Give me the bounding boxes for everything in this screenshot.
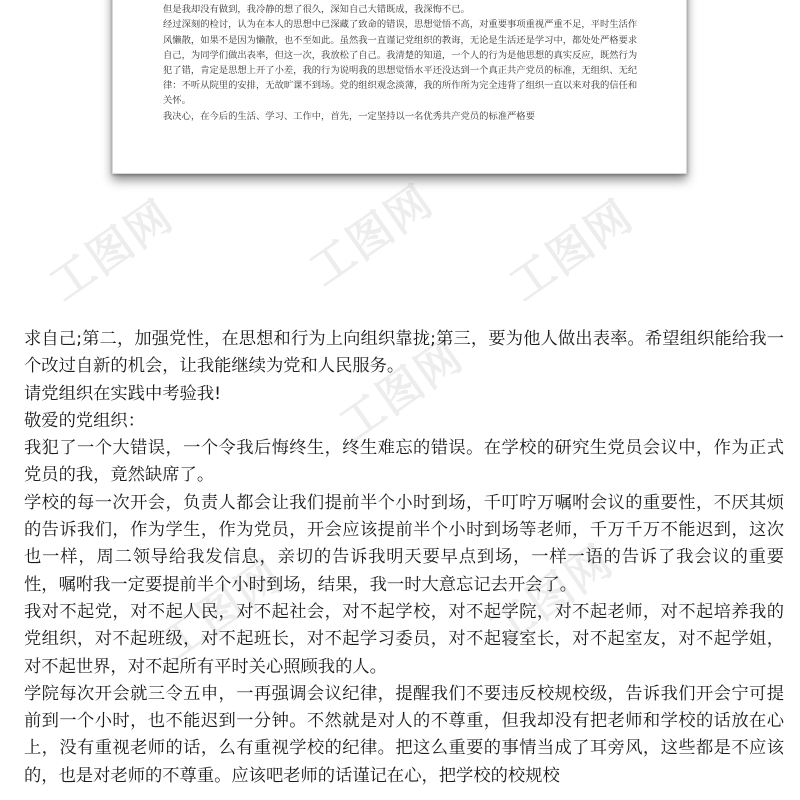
body-paragraph: 学校的每一次开会，负责人都会让我们提前半个小时到场，千叮咛万嘱咐会议的重要性，不厌其烦的告诉我们，作为学生，作为党员，开会应该提前半个小时到场等老师，千万千万不能迟到，这次也一样，周二领导给我发信息，亲切的告诉我明天要早点到场，一样一语的告诉了我会议的重要性，嘱咐我一定要提前半个小时到场，结果，我一时大意忘记去开会了。 (24, 492, 784, 595)
body-paragraph: 请党组织在实践中考验我! (24, 383, 222, 404)
body-paragraph: 我犯了一个大错误，一个令我后悔终生，终生难忘的错误。在学校的研究生党员会议中，作为正式党员的我，竟然缺席了。 (24, 438, 784, 486)
document-preview-page (112, 0, 687, 174)
watermark: 工图网 (480, 535, 623, 657)
watermark: 工图网 (500, 190, 643, 312)
salutation: 敬爱的党组织： (24, 410, 145, 431)
document-preview-text (163, 0, 638, 124)
body-paragraph: 求自己;第二，加强党性，在思想和行为上向组织靠拢;第三，要为他人做出表率。希望组织能给我一个改过自新的机会，让我能继续为党和人民服务。 (24, 329, 784, 377)
preview-line: 但是我却没有做到，我冷静的想了很久，深知自己大错既成，我深悔不已。 (163, 4, 470, 16)
preview-line: 我决心，在今后的生活、学习、工作中，首先，一定坚持以一名优秀共产党员的标准严格要 (163, 110, 535, 122)
watermark: 工图网 (150, 550, 293, 672)
watermark: 工图网 (300, 175, 443, 297)
body-paragraph: 我对不起党，对不起人民，对不起社会，对不起学校，对不起学院，对不起老师，对不起培养我的党组织，对不起班级，对不起班长，对不起学习委员，对不起寝室长，对不起室友，对不起学姐，对不起世界，对不起所有平时关心照顾我的人。 (24, 601, 784, 677)
preview-line: 经过深刻的检讨，认为在本人的思想中已深藏了致命的错误，思想觉悟不高，对重要事项重视严重不足，平时生活作风懒散，如果不是因为懒散，也不至如此。虽然我一直谨记党组织的教诲，无论是生活还是学习中，都处处严格要求自己，为同学们做出表率，但这一次，我放松了自己。我清楚的知道，一个人的行为是他思想的真实反应，既然行为犯了错，肯定是思想上开了小差，我的行为说明我的思想觉悟水平还没达到一个真正共产党员的标准，无组织、无纪律：不听从院里的安排，无故旷课不到场。党的组织观念淡薄，我的所作所为完全违背了组织一直以来对我的信任和关怀。 (163, 19, 638, 107)
document-body (24, 326, 784, 790)
watermark: 工图网 (330, 330, 473, 452)
body-paragraph: 学院每次开会就三令五申，一再强调会议纪律，提醒我们不要违反校规校级，告诉我们开会宁可提前到一个小时，也不能迟到一分钟。不然就是对人的不尊重，但我却没有把老师和学校的话放在心上，没有重视老师的话，么有重视学校的纪律。把这么重要的事情当成了耳旁风，这些都是不应该的，也是对老师的不尊重。应该吧老师的话谨记在心，把学校的校规校 (24, 683, 784, 786)
watermark: 工图网 (40, 190, 183, 312)
